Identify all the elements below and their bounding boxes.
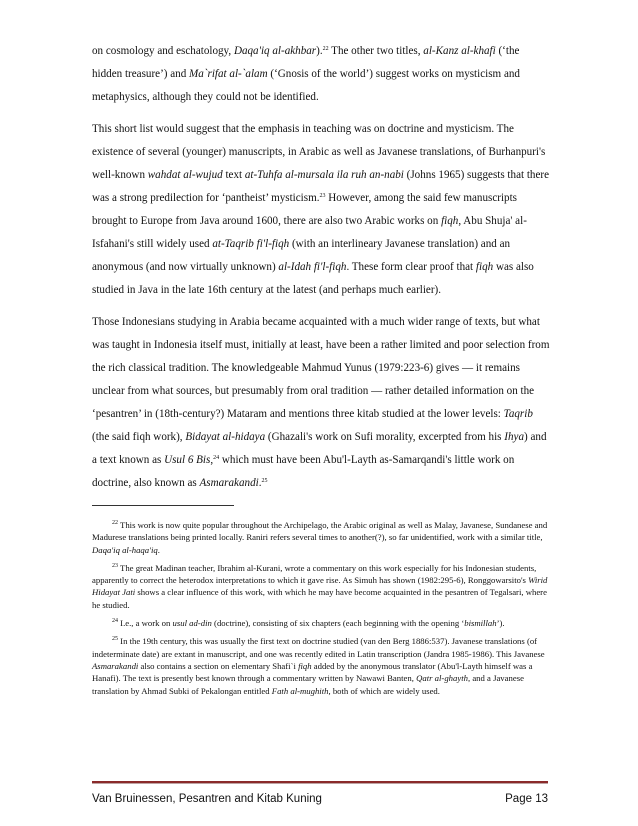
title-italic: Asmarakandi (92, 660, 139, 671)
footnotes (92, 519, 550, 703)
footnote-number: 24 (112, 618, 118, 625)
paragraph-3 (92, 311, 550, 495)
footnote-number: 23 (112, 562, 118, 569)
text-run: also contains a section on elementary Shafi`i (138, 660, 299, 671)
title-italic: Fath al-mughith (271, 685, 329, 696)
title-italic: al-Idah fi'l-fiqh (278, 261, 347, 273)
footnote-separator (92, 505, 234, 506)
footnote-ref-23[interactable]: 23 (319, 193, 326, 199)
text-run: , both of which are widely used. (328, 685, 440, 696)
title-italic: Qatr al-ghayth (416, 673, 468, 684)
text-run: ) and a text known as (92, 431, 547, 466)
text-run: . (258, 477, 262, 489)
text-run: This short list would suggest that the emphasis in teaching was on doctrine and mysticism. The existence of several (younger) manuscripts, in Arabic as well as Javanese translations, of Burhanpuri's well-known (92, 123, 546, 181)
footnote-24 (92, 617, 550, 629)
paragraph-1 (92, 40, 550, 109)
text-run: added by the anonymous translator (Abu'l-Layth himself was a Hanafi). The text is presently best known through a commentary written by Nawawi Banten, (92, 660, 533, 684)
title-italic: Asmarakandi (199, 477, 259, 489)
footnote-number: 25 (112, 636, 118, 643)
text-run: , and a Javanese translation by Ahmad Subki of Pekalongan entitled (92, 673, 524, 696)
text-run: was also studied in Java in the late 16th century at the latest (and perhaps much earlier). (92, 261, 534, 296)
text-run: which must have been Abu'l-Layth as-Samarqandi's little work on doctrine, also known as (92, 454, 515, 489)
title-italic: Ma`rifat al-`alam (189, 68, 268, 80)
term-italic: fiqh (298, 660, 312, 671)
term-italic: fiqh (475, 261, 494, 273)
text-run: Those Indonesians studying in Arabia became acquainted with a much wider range of texts, but what was taught in Indonesia itself must, initially at least, have been a rather limited and poor selection from the rich classical tradition. The knowledgeable Mahmud Yunus (1979:223-6) gives — it remains unclear from what sources, but presumably from oral tradition — rather detailed information on the ‘pesantren’ in (18th-century?) Mataram and mentions three kitab studied at the lower levels: (92, 316, 550, 420)
text-run: I.e., a work on (118, 618, 173, 629)
title-italic: al-Kanz al-khafi (423, 45, 496, 57)
title-italic: at-Taqrib fi'l-fiqh (212, 238, 290, 250)
text-run: The great Madinan teacher, Ibrahim al-Kurani, wrote a commentary on this work especially for his Indonesian students, apparently to correct the heterodox interpretations to which it gave rise. As Simuh has shown (1982:295-6), Ronggowarsito's (92, 562, 537, 586)
text-run: ). (316, 45, 323, 57)
title-italic: at-Tuhfa al-mursala ila ruh an-nabi (244, 169, 404, 181)
text-run: on cosmology and eschatology, (92, 45, 234, 57)
page-number: Page 13 (505, 793, 548, 805)
text-run: (‘Gnosis of the world’) suggest works on mysticism and metaphysics, although they could not be identified. (92, 68, 520, 103)
text-run: (Ghazali's work on Sufi morality, excerpted from his (265, 431, 505, 443)
term-italic: usul ad-din (172, 618, 212, 629)
title-italic: Ihya (504, 431, 524, 443)
title-italic: Daqa'iq al-akhbar (233, 45, 317, 57)
text-run: , Abu Shuja' al-Isfahani's still widely used (92, 215, 527, 250)
title-italic: Daqa'iq al-haqa'iq (92, 544, 158, 555)
title-italic: Bidayat al-hidaya (185, 431, 266, 443)
term-italic: bismillah (464, 618, 497, 629)
footnote-number: 22 (112, 520, 118, 526)
text-run: ’). (496, 618, 505, 629)
footnote-23 (92, 562, 550, 611)
text-run: . These form clear proof that (346, 261, 476, 273)
text-run: shows a clear influence of this work, with which he may have become acquainted in the pesantren of Tegalsari, where he studied. (92, 587, 547, 610)
text-run: In the 19th century, this was usually the first text on doctrine studied (van den Berg 1886:537). Javanese translations (of indeterminate date) are extant in manuscript, and one was recently edited in Latin transcription (Jandra 1985-1986). This Javanese (92, 636, 545, 659)
footnote-25 (92, 635, 550, 696)
footnote-ref-25[interactable]: 25 (261, 478, 268, 484)
text-run: (Johns 1965) suggests that there was a strong predilection for ‘pantheist’ mysticism. (92, 169, 550, 204)
title-italic: Wirid Hidayat Jati (92, 575, 548, 598)
text-run: However, among the said few manuscripts brought to Europe from Java around 1600, there are also two Arabic works on (92, 192, 517, 227)
running-footer-title: Van Bruinessen, Pesantren and Kitab Kuning (92, 793, 322, 805)
term-italic: wahdat al-wujud (147, 169, 223, 181)
footer-rule (92, 781, 548, 784)
text-run: . (157, 544, 160, 555)
text-run: text (222, 169, 245, 181)
term-italic: fiqh (441, 215, 459, 227)
main-text (92, 40, 550, 504)
text-run: , (210, 454, 214, 466)
title-italic: Usul 6 Bis (164, 454, 211, 466)
text-run: (with an interlineary Javanese translation) and an anonymous (and now virtually unknown) (92, 238, 511, 273)
footnote-22 (92, 519, 550, 556)
footnote-ref-22[interactable]: 22 (322, 46, 329, 52)
text-run: (doctrine), consisting of six chapters (each beginning with the opening ‘ (211, 618, 465, 629)
title-italic: Taqrib (503, 408, 533, 420)
text-run: The other two titles, (328, 45, 424, 57)
footnote-ref-24[interactable]: 24 (213, 455, 220, 461)
text-run: (the said fiqh work), (92, 431, 186, 443)
text-run: This work is now quite popular throughout the Archipelago, the Arabic original as well as Malay, Javanese, Sundanese and Madurese translations being printed locally. Raniri refers several times to another(?), so far unidentified, work with a similar title, (92, 520, 548, 543)
paragraph-2 (92, 118, 550, 302)
text-run: (‘the hidden treasure’) and (92, 45, 520, 80)
